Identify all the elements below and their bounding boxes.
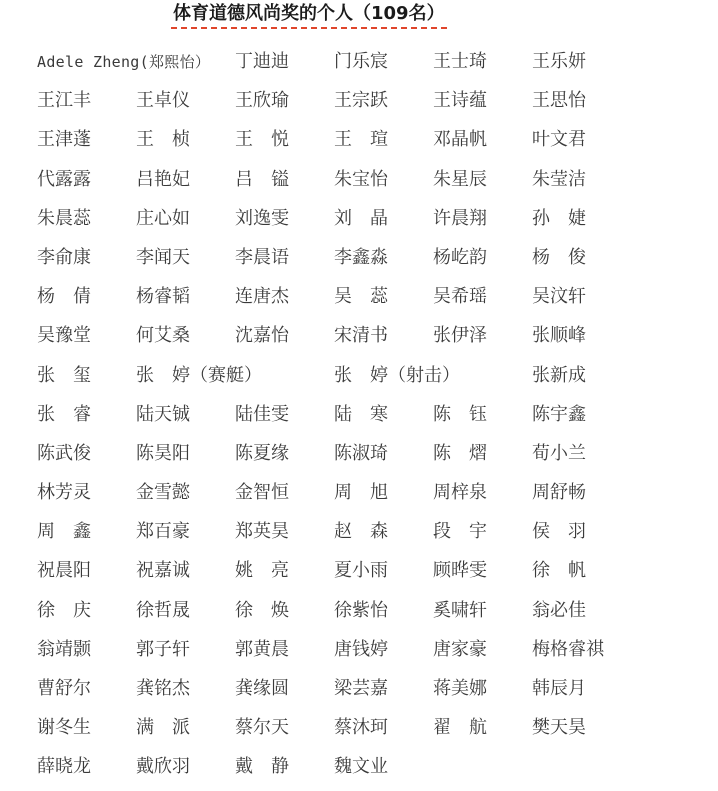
name-cell: 徐 庆 [37,599,91,621]
name-cell: 王 悦 [235,129,289,151]
name-cell: 李闻天 [136,246,190,268]
name-cell: 王欣瑜 [235,90,289,112]
name-cell: 王 桢 [136,129,190,151]
name-cell: 陈 钰 [433,403,487,425]
name-cell: 奚啸轩 [433,599,487,621]
name-cell: 翁必佳 [532,599,586,621]
name-cell: 王津蓬 [37,129,91,151]
name-cell: 周梓泉 [433,482,487,504]
name-cell: 张 玺 [37,364,91,386]
name-cell: 祝晨阳 [37,560,91,582]
name-cell: 侯 羽 [532,521,586,543]
name-cell: 戴 静 [235,756,289,778]
name-cell: 代露露 [37,168,91,190]
name-cell: 陈淑琦 [334,442,388,464]
name-cell: 周 鑫 [37,521,91,543]
name-cell: 郑英昊 [235,521,289,543]
name-cell: 李晨语 [235,246,289,268]
name-cell: 郭黄晨 [235,638,289,660]
name-cell: 曹舒尔 [37,678,91,699]
name-cell: 王 瑄 [334,129,388,151]
name-cell: 朱莹洁 [532,168,586,190]
page-title: 体育道德风尚奖的个人（109名） [171,1,447,29]
name-cell: 陈昊阳 [136,442,190,464]
name-cell: 杨屹韵 [433,246,487,268]
name-cell: 朱宝怡 [334,168,388,190]
name-cell: 吕 镒 [235,168,289,190]
name-cell: 庄心如 [136,207,190,229]
name-cell: 周 旭 [334,482,388,504]
name-cell: 吴汶轩 [532,286,586,308]
name-cell: 刘 晶 [334,207,388,229]
name-cell: 谢冬生 [37,717,91,739]
name-cell: 张 睿 [37,403,91,425]
name-cell: 金智恒 [235,482,289,504]
name-cell: 杨 倩 [37,286,91,308]
name-cell: 沈嘉怡 [235,325,289,347]
name-cell: 张顺峰 [532,325,586,347]
name-cell: 周舒畅 [532,482,586,504]
name-cell: 姚 亮 [235,560,289,582]
name-cell: 陆佳雯 [235,403,289,425]
title-block [171,1,447,31]
name-cell: 何艾桑 [136,325,190,347]
name-cell: 张 婷（赛艇） [136,364,262,386]
name-cell: 杨 俊 [532,246,586,268]
name-cell: 陈夏缘 [235,442,289,464]
name-cell: 蔡沐珂 [334,717,388,739]
name-cell: 杨睿韬 [136,286,190,308]
name-cell: 张 婷（射击） [334,364,460,386]
name-cell: 吴豫堂 [37,325,91,347]
name-cell: 郑百豪 [136,521,190,543]
name-cell: 龚铭杰 [136,678,190,699]
name-cell: 连唐杰 [235,286,289,308]
name-cell: 翟 航 [433,717,487,739]
name-cell: 祝嘉诚 [136,560,190,582]
name-cell: 郭子轩 [136,638,190,660]
name-cell: 唐家豪 [433,638,487,660]
name-list [37,46,709,791]
name-cell: 夏小雨 [334,560,388,582]
name-cell: 刘逸雯 [235,207,289,229]
name-cell: 吴希瑶 [433,286,487,308]
name-cell: 陆天铖 [136,403,190,425]
name-cell: 张伊泽 [433,325,487,347]
name-cell: 赵 森 [334,521,388,543]
name-cell: 魏文业 [334,756,388,778]
name-cell: 邓晶帆 [433,129,487,151]
name-cell: Adele Zheng(郑熙怡） [37,53,211,71]
name-cell: 叶文君 [532,129,586,151]
name-cell: 满 派 [136,717,190,739]
name-cell: 张新成 [532,364,586,386]
name-cell: 王江丰 [37,90,91,112]
name-cell: 王思怡 [532,90,586,112]
name-cell: 陆 寒 [334,403,388,425]
name-cell: 蒋美娜 [433,678,487,699]
name-cell: 陈 熠 [433,442,487,464]
name-cell: 王诗蕴 [433,90,487,112]
name-cell: 徐紫怡 [334,599,388,621]
name-cell: 吕艳妃 [136,168,190,190]
name-cell: 陈宇鑫 [532,403,586,425]
name-cell: 樊天昊 [532,717,586,739]
name-cell: 徐 帆 [532,560,586,582]
name-cell: 戴欣羽 [136,756,190,778]
name-cell: 朱晨蕊 [37,207,91,229]
name-cell: 王宗跃 [334,90,388,112]
name-cell: 王卓仪 [136,90,190,112]
name-cell: 梁芸嘉 [334,678,388,699]
name-cell: 孙 婕 [532,207,586,229]
name-cell: 许晨翔 [433,207,487,229]
name-cell: 顾晔雯 [433,560,487,582]
name-cell: 王士琦 [433,51,487,72]
name-cell: 梅格睿祺 [532,638,604,660]
name-cell: 金雪懿 [136,482,190,504]
name-cell: 李俞康 [37,246,91,268]
name-cell: 韩辰月 [532,678,586,699]
name-cell: 徐哲晟 [136,599,190,621]
name-cell: 林芳灵 [37,482,91,504]
name-cell: 徐 焕 [235,599,289,621]
name-cell: 王乐妍 [532,51,586,72]
name-cell: 薛晓龙 [37,756,91,778]
name-cell: 荀小兰 [532,442,586,464]
name-cell: 宋清书 [334,325,388,347]
name-cell: 唐钱婷 [334,638,388,660]
name-cell: 丁迪迪 [235,51,289,72]
name-cell: 门乐宸 [334,51,388,72]
name-cell: 段 宇 [433,521,487,543]
name-cell: 吴 蕊 [334,286,388,308]
name-cell: 蔡尔天 [235,717,289,739]
name-cell: 李鑫淼 [334,246,388,268]
name-cell: 龚缘圆 [235,678,289,699]
name-cell: 朱星辰 [433,168,487,190]
name-cell: 陈武俊 [37,442,91,464]
name-cell: 翁靖颢 [37,638,91,660]
